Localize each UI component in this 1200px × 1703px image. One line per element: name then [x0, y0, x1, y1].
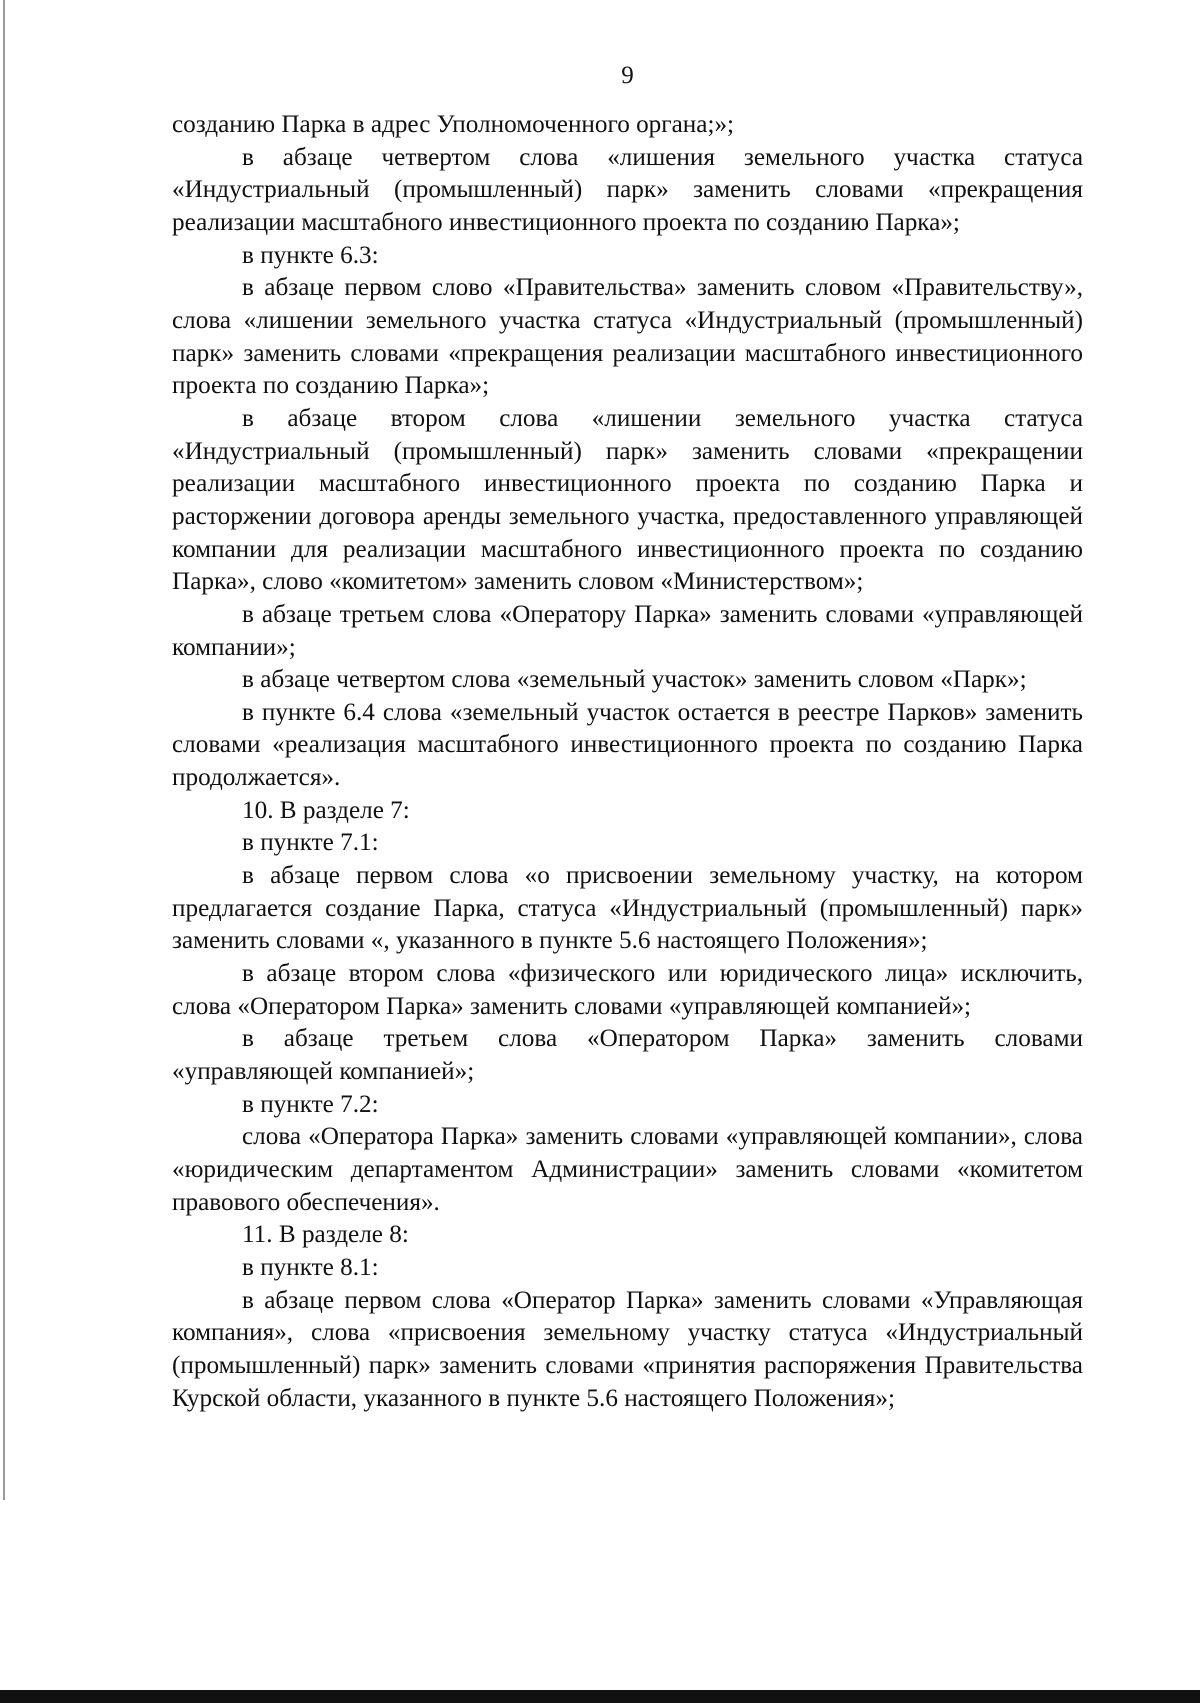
paragraph: слова «Оператора Парка» заменить словами «управляющей компании», слова «юридическим департаментом Администрации» заменить словами «комитетом правового обеспечения».	[172, 1123, 1083, 1216]
scan-edge-left	[3, 0, 5, 1500]
paragraph: в пункте 8.1:	[242, 1253, 379, 1281]
paragraph: в абзаце третьем слова «Оператору Парка» заменить словами «управляющей компании»;	[172, 600, 1083, 661]
paragraph: 11. В разделе 8:	[242, 1221, 409, 1249]
paragraph: в пункте 7.2:	[242, 1090, 379, 1118]
paragraph: в абзаце первом слова «Оператор Парка» заменить словами «Управляющая компания», слова «присвоения земельному участку статуса «Индустриальный (промышленный) парк» заменить словами «принятия распоряжения Правительства Курской области, указанного в пункте 5.6 настоящего Положения»;	[172, 1286, 1083, 1412]
page-number: 9	[621, 62, 634, 89]
paragraph: в абзаце третьем слова «Оператором Парка» заменить словами «управляющей компанией»;	[172, 1025, 1083, 1086]
paragraph: в пункте 6.3:	[242, 241, 379, 269]
paragraph: в абзаце четвертом слова «земельный участок» заменить словом «Парк»;	[242, 666, 1027, 694]
paragraph: в абзаце втором слова «лишении земельного участка статуса «Индустриальный (промышленный) парк» заменить словами «прекращении реализации масштабного инвестиционного проекта по созданию Парка и расторжении договора аренды земельного участка, предоставленного управляющей компании для реализации масштабного инвестиционного проекта по созданию Парка», слово «комитетом» заменить словом «Министерством»;	[172, 404, 1083, 596]
scan-edge-bottom	[0, 1690, 1200, 1703]
document-body	[172, 109, 1083, 1415]
paragraph: в абзаце втором слова «физического или юридического лица» исключить, слова «Оператором Парка» заменить словами «управляющей компанией»;	[172, 960, 1083, 1020]
paragraph: в абзаце первом слово «Правительства» заменить словом «Правительству», слова «лишении земельного участка статуса «Индустриальный (промышленный) парк» заменить словами «прекращения реализации масштабного инвестиционного проекта по созданию Парка»;	[172, 274, 1083, 400]
paragraph: в пункте 7.1:	[242, 829, 379, 857]
paragraph: в абзаце четвертом слова «лишения земельного участка статуса «Индустриальный (промышленный) парк» заменить словами «прекращения реализации масштабного инвестиционного проекта по созданию Парка»;	[172, 143, 1083, 236]
paragraph: 10. В разделе 7:	[242, 796, 410, 824]
paragraph: созданию Парка в адрес Уполномоченного органа;»;	[172, 111, 735, 138]
paragraph: в абзаце первом слова «о присвоении земельному участку, на котором предлагается создание Парка, статуса «Индустриальный (промышленный) парк» заменить словами «, указанного в пункте 5.6 настоящего Положения»;	[172, 862, 1083, 955]
paragraph: в пункте 6.4 слова «земельный участок остается в реестре Парков» заменить словами «реализация масштабного инвестиционного проекта по созданию Парка продолжается».	[172, 698, 1083, 792]
